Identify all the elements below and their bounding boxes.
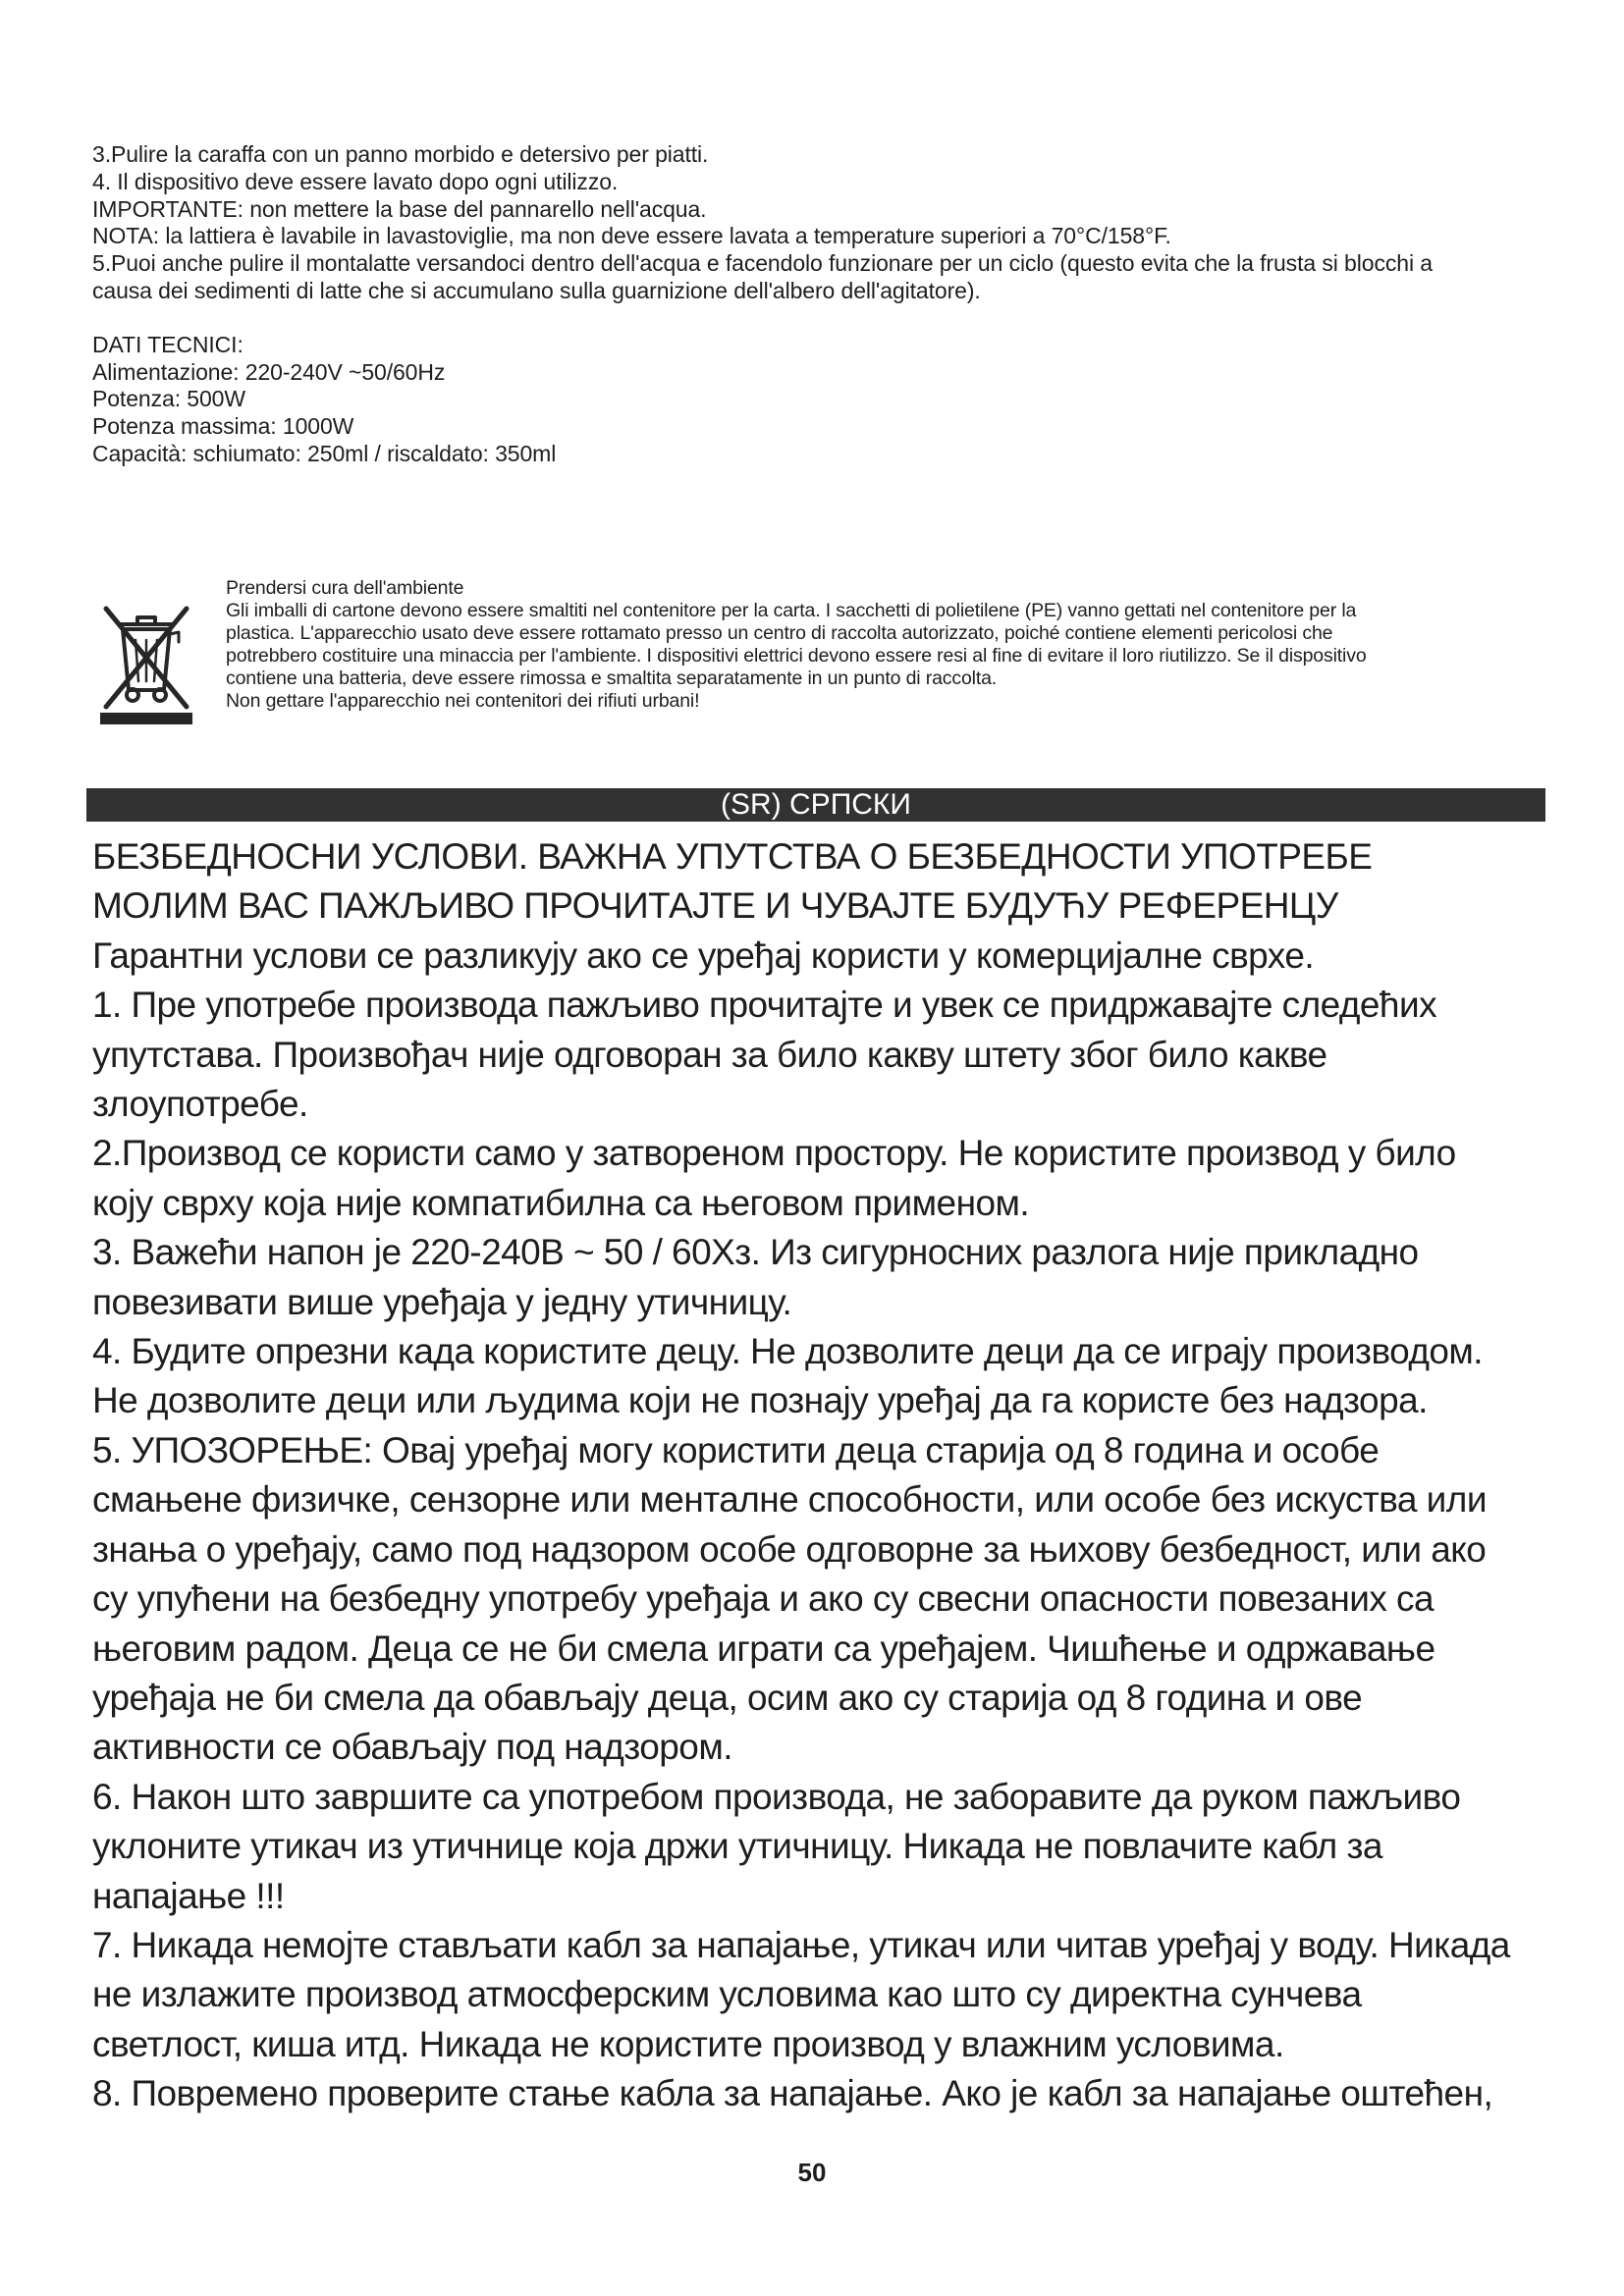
instruction-line: активности се обављају под надзором.	[92, 1727, 732, 1768]
instruction-line: знања о уређају, само под надзором особе одговорне за њихову безбедност, или ако	[92, 1528, 1487, 1570]
instruction-line: 3. Важећи напон је 220-240В ~ 50 / 60Хз. Из сигурносних разлога није прикладно	[92, 1232, 1419, 1273]
instruction-line: уклоните утикач из утичнице која држи утичницу. Никада не повлачите кабл за	[92, 1826, 1382, 1867]
technical-data-line: Capacità: schiumato: 250ml / riscaldato: 350ml	[92, 440, 557, 466]
paragraph-gap	[92, 305, 1545, 332]
instruction-line: уређаја не би смела да обављају деца, осим ако су старија од 8 година и ове	[92, 1677, 1363, 1718]
instruction-line: 8. Повремено проверите стање кабла за напајање. Ако је кабл за напајање оштећен,	[92, 2073, 1493, 2114]
instruction-line: 5. УПОЗОРЕЊЕ: Овај уређај могу користити деца старија од 8 година и особе	[92, 1429, 1380, 1470]
environment-heading: Prendersi cura dell'ambiente	[226, 577, 464, 599]
language-section-header: (SR) СРПСКИ	[86, 788, 1545, 822]
instruction-line: 4. Будите опрезни када користите децу. Не дозволите деци да се играју производом.	[92, 1331, 1484, 1372]
instruction-line: повезивати више уређаја у једну утичницу.	[92, 1281, 792, 1322]
cleaning-line: NOTA: la lattiera è lavabile in lavastoviglie, ma non deve essere lavata a temperature superiori a 70°C/158°F.	[92, 223, 1171, 249]
safety-heading: МОЛИМ ВАС ПАЖЉИВО ПРОЧИТАЈТЕ И ЧУВАЈТЕ БУДУЋУ РЕФЕРЕНЦУ	[92, 885, 1338, 927]
instruction-line: 2.Производ се користи само у затвореном простору. Не користите производ у било	[92, 1133, 1456, 1174]
cleaning-line: 3.Pulire la caraffa con un panno morbido e detersivo per piatti.	[92, 141, 709, 167]
technical-data-heading: DATI TECNICI:	[92, 331, 244, 357]
environment-notice	[92, 577, 1545, 744]
instruction-line: смањене физичке, сензорне или менталне способности, или особе без искуства или	[92, 1479, 1487, 1521]
page-number: 50	[797, 2158, 827, 2187]
environment-line: Non gettare l'apparecchio nei contenitori dei rifiuti urbani!	[226, 689, 700, 712]
cleaning-line: 4. Il dispositivo deve essere lavato dopo ogni utilizzo.	[92, 168, 619, 194]
technical-data-line: Alimentazione: 220-240V ~50/60Hz	[92, 358, 446, 385]
italian-cleaning-and-specs	[92, 141, 1545, 468]
environment-line: plastica. L'apparecchio usato deve essere rottamato presso un centro di raccolta autorizzato, poiché contiene elementi pericolosi che	[226, 621, 1333, 644]
instruction-line: Гарантни услови се разликују ако се уређај користи у комерцијалне сврхе.	[92, 934, 1315, 976]
instruction-line: Не дозволите деци или људима који не познају уређај да га користе без надзора.	[92, 1380, 1428, 1421]
cleaning-line: causa dei sedimenti di latte che si accumulano sulla guarnizione dell'albero dell'agitatore).	[92, 277, 981, 303]
instruction-line: злоупотребе.	[92, 1084, 308, 1125]
instruction-line: не излажите производ атмосферским условима као што су директна сунчева	[92, 1974, 1362, 2015]
instruction-line: напајање !!!	[92, 1875, 285, 1916]
serbian-safety-instructions	[92, 832, 1555, 2119]
instruction-line: 1. Пре употребе производа пажљиво прочитајте и увек се придржавајте следећих	[92, 985, 1437, 1026]
safety-heading: БЕЗБЕДНОСНИ УСЛОВИ. ВАЖНА УПУТСТВА О БЕЗБЕДНОСТИ УПОТРЕБЕ	[92, 836, 1373, 877]
crossed-out-wheelie-bin-icon	[92, 589, 200, 726]
environment-text	[226, 577, 1545, 712]
technical-data-line: Potenza: 500W	[92, 386, 245, 412]
environment-line: contiene una batteria, deve essere rimossa e smaltita separatamente in un punto di raccolta.	[226, 667, 998, 689]
technical-data-line: Potenza massima: 1000W	[92, 413, 354, 440]
instruction-line: 6. Након што завршите са употребом производа, не заборавите да руком пажљиво	[92, 1776, 1461, 1817]
environment-line: Gli imballi di cartone devono essere smaltiti nel contenitore per la carta. I sacchetti di polietilene (PE) vanno gettati nel contenitore per la	[226, 599, 1357, 621]
instruction-line: су упућени на безбедну употребу уређаја и ако су свесни опасности повезаних са	[92, 1578, 1434, 1620]
cleaning-line: 5.Puoi anche pulire il montalatte versandoci dentro dell'acqua e facendolo funzionare per un ciclo (questo evita che la frusta si blocchi a	[92, 250, 1433, 277]
instruction-line: упутстава. Произвођач није одговоран за било какву штету због било какве	[92, 1034, 1327, 1075]
instruction-line: коју сврху која није компатибилна са његовом применом.	[92, 1182, 1030, 1223]
environment-line: potrebbero costituire una minaccia per l'ambiente. I dispositivi elettrici devono essere resi al fine di evitare il loro riutilizzo. Se il dispositivo	[226, 644, 1367, 667]
instruction-line: светлост, киша итд. Никада не користите производ у влажним условима.	[92, 2023, 1284, 2064]
instruction-line: његовим радом. Деца се не би смела играти са уређајем. Чишћење и одржавање	[92, 1628, 1435, 1669]
instruction-line: 7. Никада немојте стављати кабл за напајање, утикач или читав уређај у воду. Никада	[92, 1924, 1510, 1965]
cleaning-line: IMPORTANTE: non mettere la base del pannarello nell'acqua.	[92, 195, 707, 222]
